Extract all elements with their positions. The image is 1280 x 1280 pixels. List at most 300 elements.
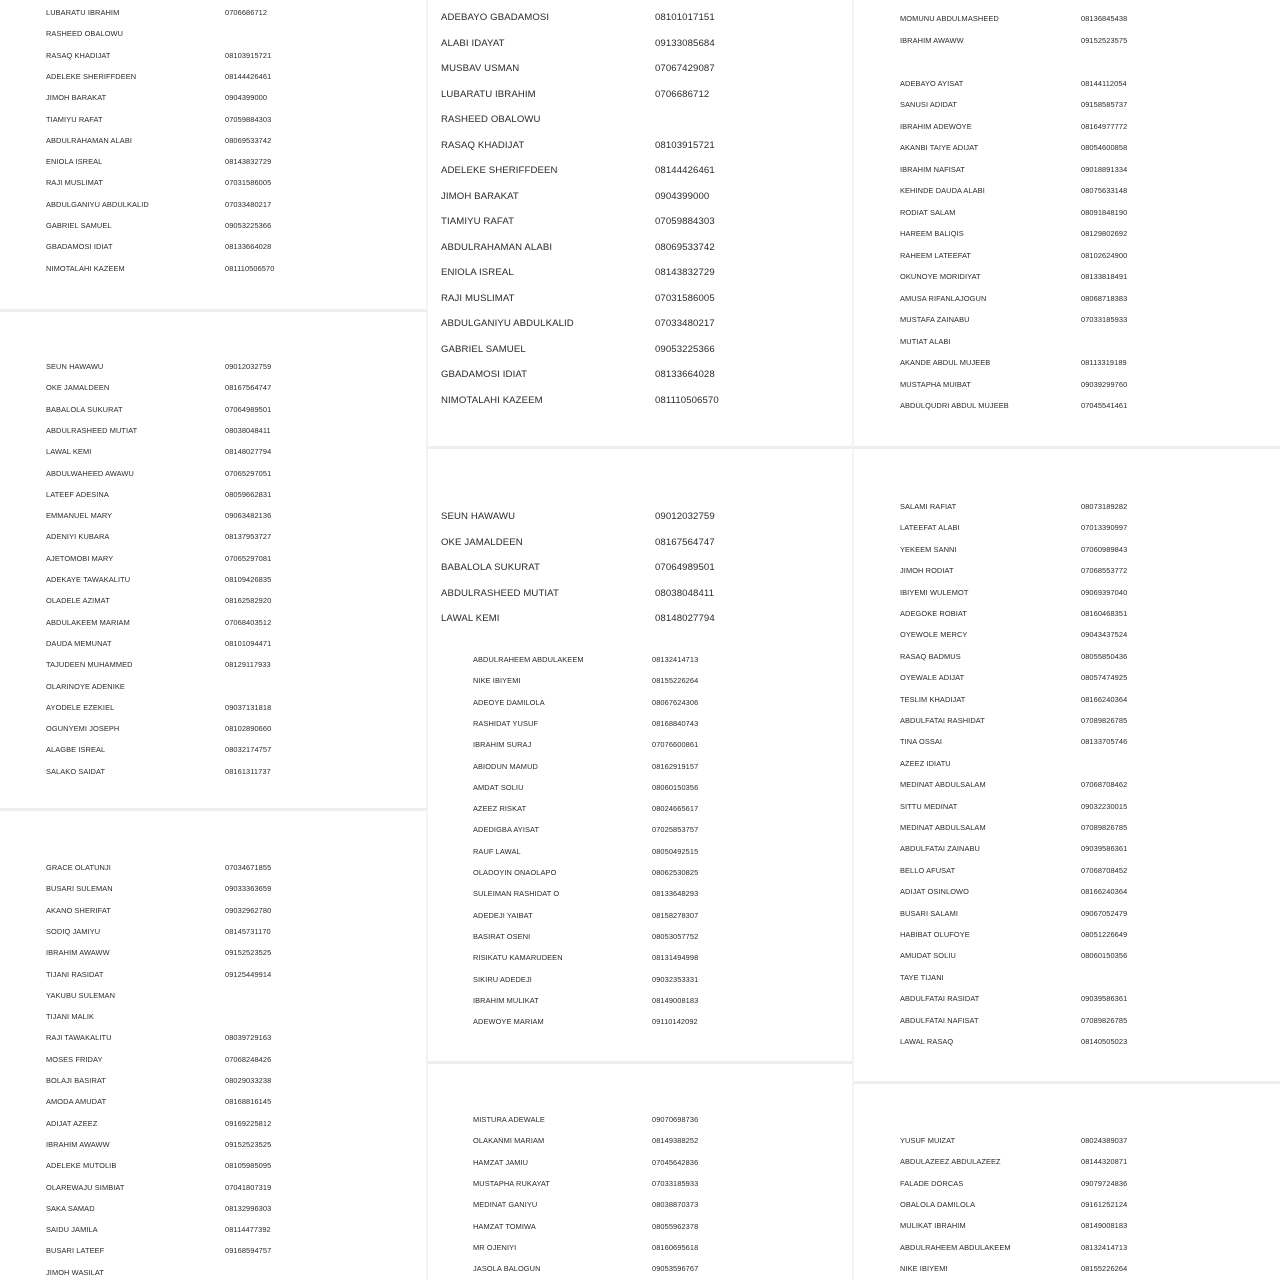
contact-name: ADELEKE MUTOLIB [46,1161,117,1171]
contact-phone: 07060989843 [1081,544,1128,554]
contact-phone: 0706686712 [225,8,268,17]
contact-phone: 07045541461 [1081,401,1128,410]
contact-row [852,57,1280,71]
contact-name: IBRAHIM AWAWW [46,1139,110,1149]
contact-phone: 09012032759 [225,362,272,371]
contact-phone: 07064989501 [655,562,715,573]
contact-phone: 07068708452 [1081,865,1128,875]
contact-phone: 07025853757 [652,825,699,835]
contact-name: OLARINOYE ADENIKE [46,681,125,691]
contact-row [426,996,852,1010]
contact-list-mid-1 [426,12,852,432]
contact-row [0,1246,426,1260]
contact-phone: 07059884303 [225,114,272,124]
contact-row [426,911,852,925]
contact-phone: 08158278307 [652,910,699,920]
contact-phone: 09018891334 [1081,164,1128,174]
contact-row [426,740,852,754]
contact-name: RODIAT SALAM [900,207,956,217]
contact-row [0,703,426,717]
contact-name: JIMOH BARAKAT [46,93,107,103]
contact-name: HABIBAT OLUFOYE [900,930,970,939]
contact-row [0,927,426,941]
contact-phone: 08144426461 [225,71,272,81]
contact-row [0,1183,426,1197]
contact-row [0,469,426,483]
contact-row [852,887,1280,901]
contact-row [0,490,426,504]
contact-row [426,1264,852,1278]
column-divider [852,0,854,1280]
contact-name: IBRAHIM MULIKAT [473,995,539,1005]
contact-name: JASOLA BALOGUN [473,1264,541,1274]
contact-row [426,825,852,839]
contact-name: ABDULFATAI RASHIDAT [900,716,985,725]
contact-name: IBRAHIM NAFISAT [900,164,966,174]
contact-row [852,272,1280,286]
contact-phone: 08144426461 [655,165,715,176]
contact-phone: 09032962780 [225,905,272,915]
contact-name: MUSBAV USMAN [441,63,520,74]
contact-phone: 08059662831 [225,489,272,499]
contact-name: ALAGBE ISREAL [46,745,106,755]
contact-list-left-1 [0,8,426,304]
contact-row [0,1161,426,1175]
contact-phone: 08148027794 [225,447,272,457]
contact-row [426,89,852,103]
contact-row [0,200,426,214]
contact-row [0,1033,426,1047]
contact-name: ABDULAKEEM MARIAM [46,617,130,627]
contact-name: IBIYEMI WULEMOT [900,587,969,597]
contact-phone: 08129117933 [225,660,271,670]
contact-name: ABDULQUDRI ABDUL MUJEEB [900,401,1009,410]
contact-phone: 08162582920 [225,596,272,606]
contact-name: RASAQ KHADIJAT [441,139,525,151]
contact-phone: 08062530825 [652,868,699,877]
contact-row [852,630,1280,644]
contact-row [852,229,1280,243]
contact-name: ABDULFATAI ZAINABU [900,844,980,854]
contact-name: FALADE DORCAS [900,1178,964,1188]
contact-phone: 09053225366 [655,343,715,355]
contact-name: MEDINAT ABDULSALAM [900,780,986,790]
contact-phone: 08155226264 [652,676,699,686]
contact-name: MULIKAT IBRAHIM [900,1221,966,1231]
contact-row [426,537,852,551]
contact-phone: 09037131818 [225,702,272,712]
contact-name: IBRAHIM SURAJ [473,740,532,750]
contact-name: BOLAJI BASIRAT [46,1076,106,1085]
contact-phone: 07031586005 [225,178,272,188]
contact-row [852,588,1280,602]
contact-phone: 08133664028 [225,242,272,252]
contact-name: SULEIMAN RASHIDAT O [473,889,560,899]
contact-name: TIJANI MALIK [46,1012,95,1022]
contact-name: SAIDU JAMILA [46,1225,98,1235]
contact-name: AKANBI TAIYE ADIJAT [900,143,979,152]
contact-name: JIMOH WASILAT [46,1267,104,1277]
contact-name: NIMOTALAHI KAZEEM [441,394,543,406]
contact-name: LUBARATU IBRAHIM [441,88,536,100]
contact-row [426,38,852,52]
contact-row [426,1136,852,1150]
contact-row [0,426,426,440]
contact-list-right-2 [852,502,1280,1054]
contact-name: AZEEZ RISKAT [473,804,527,814]
contact-name: ABDULRASHEED MUTIAT [441,587,559,599]
contact-name: SALAMI RAFIAT [900,502,957,511]
contact-name: ADIJAT OSINLOWO [900,887,969,897]
contact-row [852,695,1280,709]
contact-name: ADEWOYE MARIAM [473,1017,544,1027]
contact-row [852,844,1280,858]
contact-name: AMUSA RIFANLAJOGUN [900,293,987,303]
contact-row [852,673,1280,687]
contact-name: LAWAL RASAQ [900,1037,954,1046]
contact-row [0,884,426,898]
contact-name: OLADELE AZIMAT [46,596,110,606]
page-separator [0,808,426,811]
contact-row [0,115,426,129]
contact-phone: 07013390997 [1081,523,1128,533]
contact-row [0,1012,426,1026]
contact-row [0,362,426,376]
contact-name: MISTURA ADEWALE [473,1115,545,1124]
contact-name: DAUDA MEMUNAT [46,638,112,648]
contact-name: SEUN HAWAWU [441,511,516,522]
contact-name: OLADOYIN ONAOLAPO [473,868,557,877]
contact-name: HAMZAT JAMIU [473,1157,529,1167]
contact-phone: 0904399000 [655,190,710,202]
contact-phone: 08149008183 [1081,1221,1128,1231]
contact-name: TESLIM KHADIJAT [900,694,966,704]
contact-name: TIAMIYU RAFAT [441,216,515,227]
contact-phone: 08039729163 [225,1033,272,1043]
contact-row [426,1115,852,1129]
contact-name: AKANDE ABDUL MUJEEB [900,358,991,367]
contact-phone: 09069397040 [1081,587,1128,597]
contact-phone: 08073189282 [1081,502,1128,511]
contact-row [426,613,852,627]
contact-phone: 08055962378 [652,1221,699,1231]
contact-row [852,1037,1280,1051]
contact-name: ABDULFATAI NAFISAT [900,1015,979,1025]
contact-name: OGUNYEMI JOSEPH [46,724,120,734]
contact-name: OKE JAMALDEEN [46,383,110,393]
contact-row [852,14,1280,28]
contact-name: ALABI IDAYAT [441,37,505,49]
contact-row [0,1204,426,1218]
contact-name: YAKUBU SULEMAN [46,990,116,1000]
contact-name: JIMOH RODIAT [900,566,954,576]
contact-name: ABDULGANIYU ABDULKALID [46,199,149,209]
contact-phone: 09032353331 [652,974,699,984]
contact-name: MUSTAFA ZAINABU [900,315,970,324]
contact-name: NIKE IBIYEMI [473,676,521,686]
contact-name: IBRAHIM ADEWOYE [900,121,972,131]
contact-row [852,251,1280,265]
contact-phone: 09063482136 [225,511,272,521]
contact-row [426,847,852,861]
contact-row [0,178,426,192]
contact-name: BUSARI LATEEF [46,1246,105,1256]
contact-name: SAKA SAMAD [46,1203,95,1213]
contact-name: SODIQ JAMIYU [46,926,101,936]
contact-phone: 08105985095 [225,1161,272,1171]
contact-name: RASHIDAT YUSUF [473,718,539,728]
contact-name: ADENIYI KUBARA [46,532,110,542]
contact-name: LATEEFAT ALABI [900,523,960,533]
contact-row [426,655,852,669]
contact-phone: 08168840743 [652,718,699,728]
contact-name: TAYE TIJANI [900,972,944,982]
contact-row [0,157,426,171]
contact-name: RISIKATU KAMARUDEEN [473,953,563,963]
contact-name: OKUNOYE MORIDIYAT [900,272,981,281]
contact-name: MUSTAPHA MUIBAT [900,379,972,389]
contact-row [852,523,1280,537]
contact-phone: 09032230015 [1081,801,1128,811]
page-separator [426,1061,852,1064]
contact-phone: 07089826785 [1081,823,1128,832]
contact-name: MOSES FRIDAY [46,1054,103,1064]
contact-row [0,136,426,150]
contact-row [0,532,426,546]
contact-row [426,369,852,383]
contact-phone: 08144320871 [1081,1157,1128,1167]
contact-name: ABIODUN MAMUD [473,761,538,771]
contact-row [426,698,852,712]
contact-phone: 08103915721 [655,139,715,151]
contact-list-mid-4 [426,1115,852,1280]
contact-row [0,970,426,984]
contact-row [426,804,852,818]
contact-phone: 09012032759 [655,511,715,522]
contact-row [852,1016,1280,1030]
contact-phone: 09039586361 [1081,994,1128,1004]
contact-name: OLAKANMI MARIAM [473,1136,545,1146]
contact-phone: 09152523525 [225,948,272,958]
contact-row [426,267,852,281]
contact-name: ADEDEJI YAIBAT [473,910,533,920]
contact-row [426,762,852,776]
contact-row [852,502,1280,516]
contact-row [0,1076,426,1090]
contact-row [426,953,852,967]
contact-list-mid-3 [426,655,852,1035]
contact-phone: 08102890660 [225,724,272,734]
contact-row [852,866,1280,880]
contact-row [852,1243,1280,1257]
contact-phone: 09079724836 [1081,1178,1128,1188]
contact-row [0,8,426,22]
contact-name: RASHEED OBALOWU [441,114,541,125]
contact-name: LATEEF ADESINA [46,489,109,499]
contact-phone: 09070698736 [652,1115,699,1124]
contact-name: OYEWOLE MERCY [900,630,968,640]
contact-phone: 09133085684 [655,37,715,49]
contact-list-left-2 [0,362,426,798]
contact-phone: 07034671855 [225,863,272,872]
contact-row [0,660,426,674]
contact-name: LAWAL KEMI [441,613,500,624]
contact-row [852,909,1280,923]
contact-phone: 08075633148 [1081,186,1128,195]
contact-phone: 08132414713 [652,655,699,664]
contact-name: SANUSI ADIDAT [900,100,958,109]
contact-row [852,994,1280,1008]
contact-name: ADEBAYO AYISAT [900,78,964,88]
contact-row [852,802,1280,816]
contact-phone: 08069533742 [225,135,272,145]
contact-row [852,208,1280,222]
contact-row [0,1055,426,1069]
contact-row [0,596,426,610]
contact-row [426,12,852,26]
contact-phone: 08101017151 [655,12,715,23]
contact-name: OBALOLA DAMILOLA [900,1199,976,1209]
contact-row [0,906,426,920]
contact-phone: 07033480217 [225,199,272,209]
contact-row [852,380,1280,394]
contact-phone: 07067429087 [655,63,715,74]
contact-name: ABDULRAHEEM ABDULAKEEM [900,1242,1011,1252]
contact-row [852,1179,1280,1193]
contact-row [852,609,1280,623]
contact-phone: 09125449914 [225,969,272,979]
contact-row [0,1097,426,1111]
contact-row [426,293,852,307]
contact-name: ABDULRAHAMAN ALABI [46,135,132,145]
contact-phone: 07031586005 [655,292,715,304]
contact-name: SIKIRU ADEDEJI [473,974,532,984]
contact-name: AMDAT SOLIU [473,782,524,792]
contact-list-right-3 [852,1136,1280,1280]
contact-name: LUBARATU IBRAHIM [46,8,120,17]
contact-phone: 08132996303 [225,1203,272,1213]
contact-name: GABRIEL SAMUEL [46,221,112,230]
contact-name: AMUDAT SOLIU [900,951,956,961]
contact-phone: 08109426835 [225,575,272,584]
contact-phone: 09043437524 [1081,630,1128,640]
contact-row [0,264,426,278]
contact-name: MUTIAT ALABI [900,336,951,346]
contact-phone: 08149388252 [652,1136,699,1146]
contact-row [0,29,426,43]
contact-row [426,975,852,989]
contact-phone: 08024389037 [1081,1136,1128,1145]
contact-phone: 08060150356 [1081,951,1128,961]
contact-row [0,1119,426,1133]
contact-phone: 07045642836 [652,1157,699,1167]
contact-name: MEDINAT GANIYU [473,1200,538,1210]
contact-name: RAUF LAWAL [473,846,521,856]
contact-row [426,318,852,332]
contact-list-left-3 [0,863,426,1280]
contact-phone: 08167564747 [225,383,272,393]
contact-row [852,337,1280,351]
contact-phone: 07041807319 [225,1182,272,1192]
contact-row [852,186,1280,200]
contact-name: GABRIEL SAMUEL [441,343,526,355]
contact-row [0,383,426,397]
contact-name: RAJI MUSLIMAT [441,292,515,304]
contact-phone: 09168594757 [225,1246,272,1256]
contact-phone: 07065297051 [225,468,272,478]
contact-phone: 0706686712 [655,88,710,100]
contact-list-mid-2 [426,511,852,635]
contact-row [426,1243,852,1257]
contact-name: RAJI MUSLIMAT [46,178,104,188]
contact-row [852,1200,1280,1214]
contact-name: YUSUF MUIZAT [900,1136,956,1145]
contact-name: ABDULAZEEZ ABDULAZEEZ [900,1157,1001,1167]
contact-name: TIJANI RASIDAT [46,969,104,979]
contact-phone: 09039299760 [1081,379,1128,389]
contact-phone: 08143832729 [655,267,715,278]
contact-row [426,1017,852,1031]
contact-phone: 08113319189 [1081,358,1127,367]
contact-phone: 08091848190 [1081,207,1128,217]
contact-row [852,36,1280,50]
contact-name: BUSARI SULEMAN [46,884,113,894]
contact-row [0,745,426,759]
contact-row [426,1222,852,1236]
contact-name: AJETOMOBI MARY [46,553,114,563]
contact-phone: 09158585737 [1081,100,1128,109]
contact-name: ABDULWAHEED AWAWU [46,468,134,478]
contact-row [852,315,1280,329]
contact-name: ABDULRAHEEM ABDULAKEEM [473,655,584,664]
contact-row [426,165,852,179]
contact-phone: 08133705746 [1081,737,1128,747]
contact-phone: 08050492515 [652,846,699,856]
contact-name: RASAQ BADMUS [900,651,961,661]
contact-row [426,191,852,205]
contact-row [426,783,852,797]
contact-phone: 081110506570 [225,263,275,273]
contact-phone: 08053057752 [652,931,699,941]
contact-name: ADELEKE SHERIFFDEEN [46,71,137,81]
contact-phone: 07068708462 [1081,780,1128,790]
contact-phone: 07059884303 [655,216,715,227]
contact-name: ENIOLA ISREAL [441,267,514,278]
contact-name: KEHINDE DAUDA ALABI [900,186,985,195]
contact-phone: 08149008183 [652,995,699,1005]
contact-phone: 09152523525 [225,1139,272,1149]
contact-phone: 07068553772 [1081,566,1128,576]
contact-row [0,72,426,86]
contact-name: ADELEKE SHERIFFDEEN [441,165,558,176]
contact-row [426,588,852,602]
contact-phone: 081110506570 [655,394,719,406]
contact-name: OYEWALE ADIJAT [900,673,965,683]
contact-name: GBADAMOSI IDIAT [441,369,528,380]
contact-name: SITTU MEDINAT [900,801,958,811]
contact-name: IBRAHIM AWAWW [46,948,110,958]
contact-row [426,216,852,230]
contact-name: RASAQ KHADIJAT [46,50,111,60]
contact-name: ADIJAT AZEEZ [46,1118,98,1128]
contact-phone: 08161311737 [225,766,271,776]
contact-phone: 08148027794 [655,613,715,624]
contact-phone: 08067624306 [652,697,699,707]
contact-row [426,676,852,690]
contact-row [426,1179,852,1193]
contact-row [426,889,852,903]
contact-phone: 08132414713 [1081,1242,1128,1252]
